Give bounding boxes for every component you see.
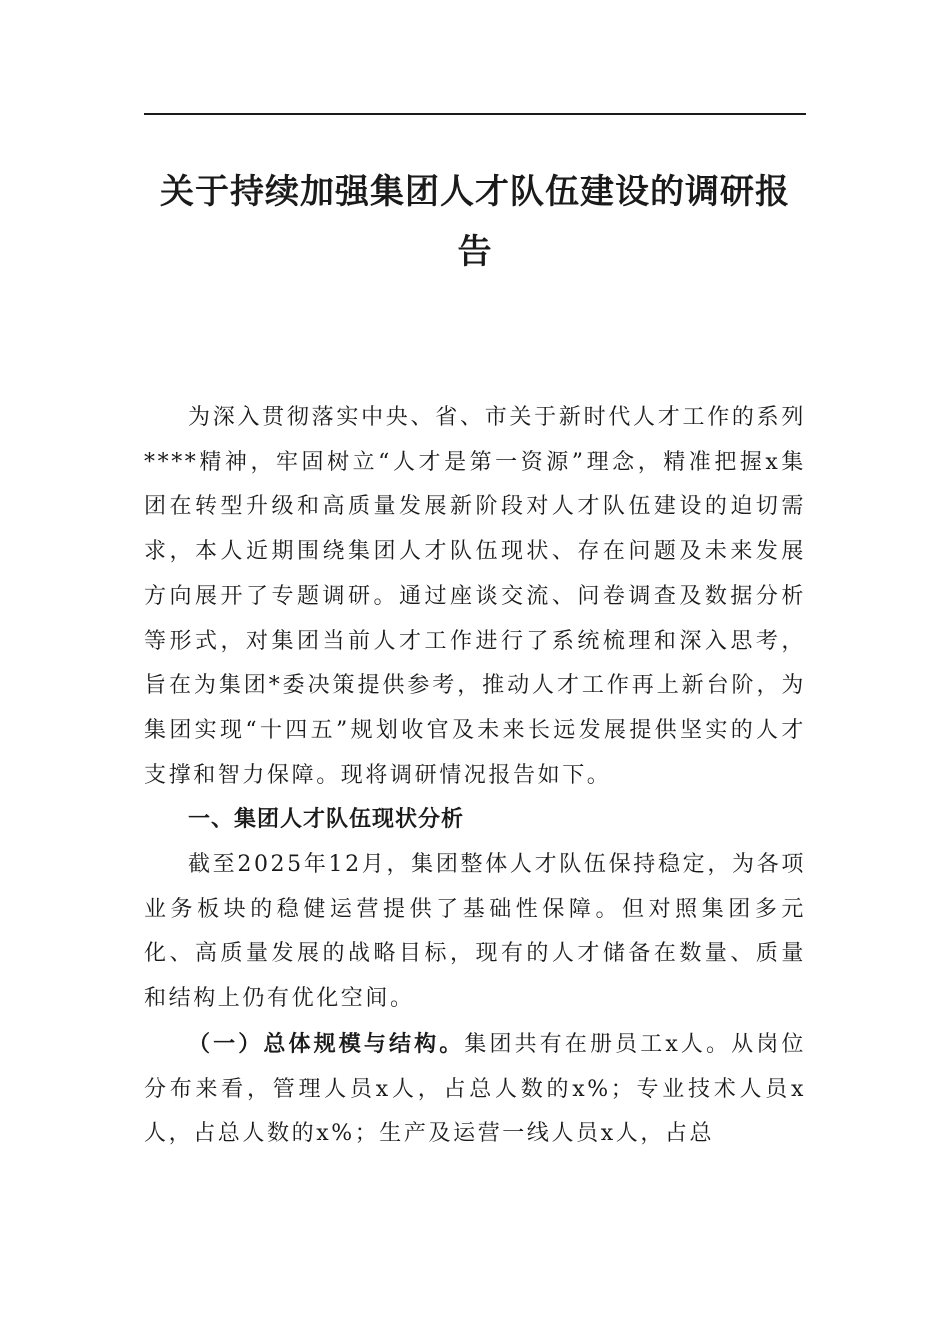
- header-rule: [144, 113, 806, 115]
- subsection-1-paragraph: [144, 1022, 806, 1157]
- document-body: [144, 396, 806, 1157]
- section-heading-1: 一、集团人才队伍现状分析: [188, 807, 465, 833]
- document-title: 关于持续加强集团人才队伍建设的调研报告: [160, 172, 790, 272]
- section-1-paragraph: 截至2025年12月，集团整体人才队伍保持稳定，为各项业务板块的稳健运营提供了基础性保障。但对照集团多元化、高质量发展的战略目标，现有的人才储备在数量、质量和结构上仍有优化空间。: [144, 852, 806, 1012]
- intro-paragraph: 为深入贯彻落实中央、省、市关于新时代人才工作的系列****精神，牢固树立“人才是第一资源”理念，精准把握x集团在转型升级和高质量发展新阶段对人才队伍建设的迫切需求，本人近期围绕集团人才队伍现状、存在问题及未来发展方向展开了专题调研。通过座谈交流、问卷调查及数据分析等形式，对集团当前人才工作进行了系统梳理和深入思考，旨在为集团*委决策提供参考，推动人才工作再上新台阶，为集团实现“十四五”规划收官及未来长远发展提供坚实的人才支撑和智力保障。现将调研情况报告如下。: [144, 405, 806, 788]
- subsection-1-text: 集团共有在册员工x人。从岗位分布来看，管理人员x人，占总人数的x%；专业技术人员x人，占总人数的x%；生产及运营一线人员x人，占总: [144, 1031, 806, 1147]
- subsection-1-label: （一）总体规模与结构。: [188, 1030, 465, 1057]
